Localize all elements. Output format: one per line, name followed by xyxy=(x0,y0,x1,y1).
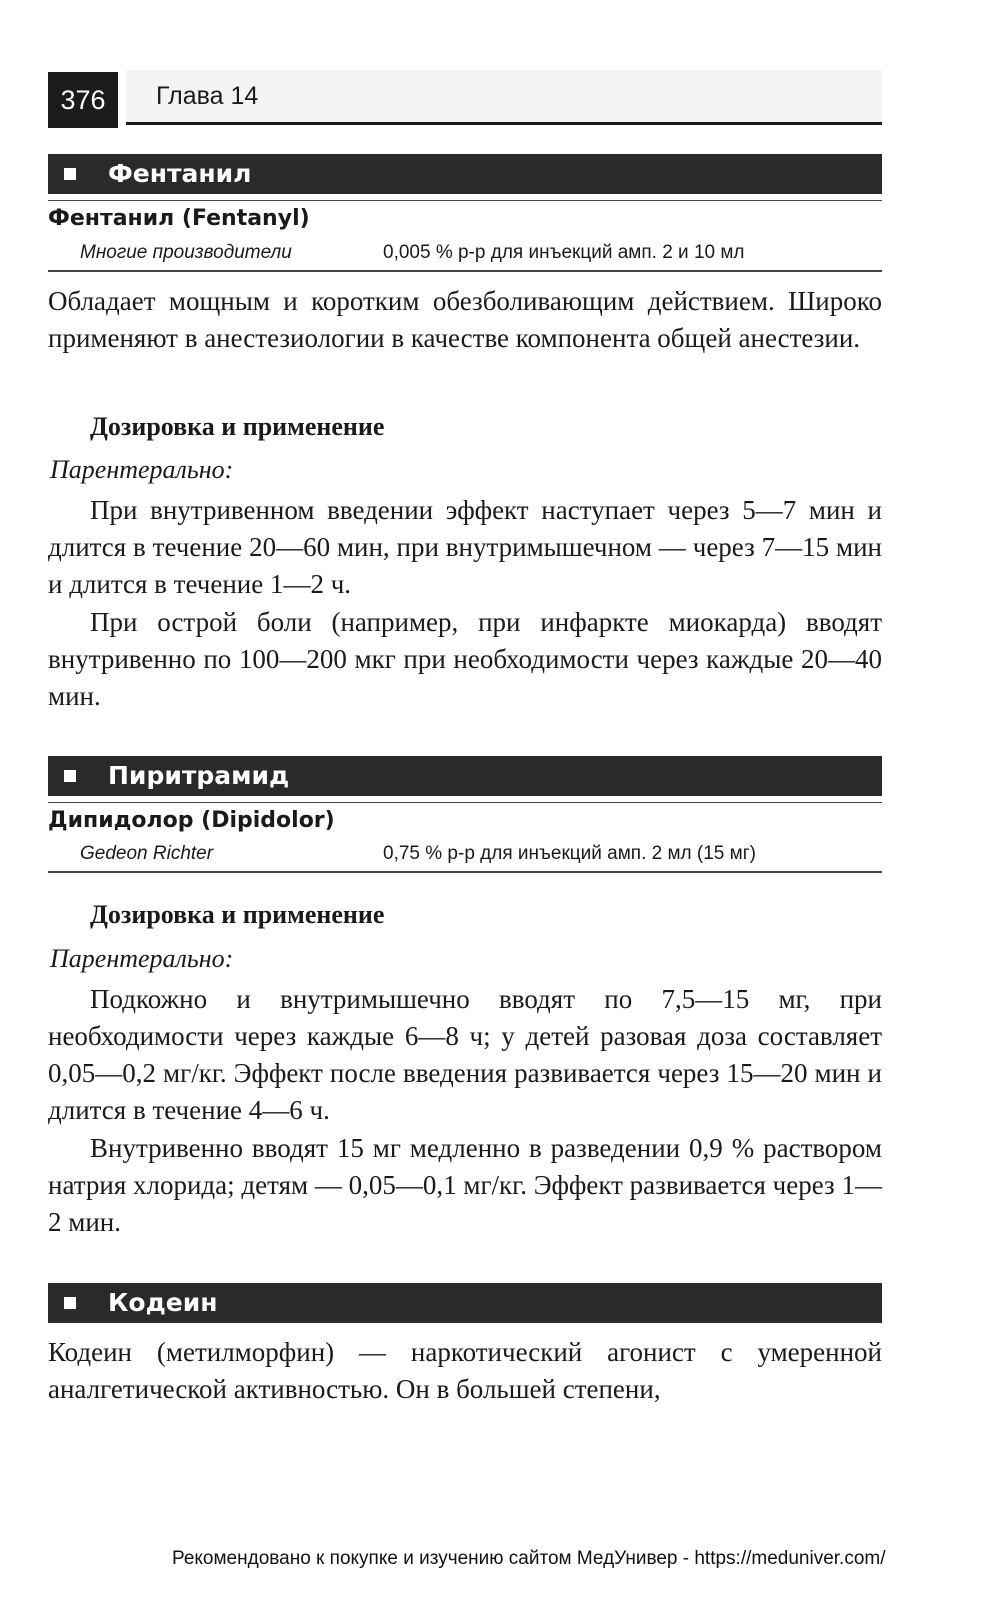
dosage-paragraph: При внутривенном введении эффект наступает через 5—7 мин и длится в течение 20—60 мин, при внутримышечном — через 7—15 мин и длится в течение 1—2 ч. xyxy=(48,495,882,599)
route-label: Парентерально: xyxy=(50,944,234,973)
section-title: Фентанил xyxy=(108,159,252,188)
chapter-bar xyxy=(126,70,882,125)
section-header-fentanyl xyxy=(48,154,882,194)
manufacturer: Многие производители xyxy=(80,242,292,263)
page-header xyxy=(48,70,882,128)
manufacturer: Gedeon Richter xyxy=(80,843,214,864)
chapter-title: Глава 14 xyxy=(156,82,259,110)
drug-name: Дипидолор (Dipidolor) xyxy=(48,808,335,833)
description: Обладает мощным и коротким обезболивающим действием. Широко применяют в анестезиологии в качестве компонента общей анестезии. xyxy=(48,286,882,353)
square-bullet-icon xyxy=(64,1297,76,1309)
footer-note: Рекомендовано к покупке и изучению сайтом МедУнивер - https://meduniver.com/ xyxy=(172,1548,886,1569)
section-title: Кодеин xyxy=(108,1288,218,1317)
route-label: Парентерально: xyxy=(50,455,234,484)
drug-form: 0,75 % р-р для инъекций амп. 2 мл (15 мг) xyxy=(383,843,756,864)
divider xyxy=(48,200,882,201)
drug-name: Фентанил (Fentanyl) xyxy=(48,206,310,231)
section-header-codeine xyxy=(48,1283,882,1323)
square-bullet-icon xyxy=(64,770,76,782)
divider xyxy=(48,270,882,272)
dosage-paragraph: Подкожно и внутримышечно вводят по 7,5—15 мг, при необходимости через каждые 6—8 ч; у детей разовая доза составляет 0,05—0,2 мг/кг. Эффект после введения развивается через 15—20 мин и длится в течение 4—6 ч. xyxy=(48,984,882,1125)
dosage-paragraph: При острой боли (например, при инфаркте миокарда) вводят внутривенно по 100—200 мкг при необходимости через каждые 20—40 мин. xyxy=(48,607,882,711)
page-number: 376 xyxy=(48,72,118,128)
drug-form: 0,005 % р-р для инъекций амп. 2 и 10 мл xyxy=(383,242,745,263)
square-bullet-icon xyxy=(64,168,76,180)
description: Кодеин (метилморфин) — наркотический агонист с умеренной аналгетической активностью. Он в большей степени, xyxy=(48,1337,882,1404)
dosage-heading: Дозировка и применение xyxy=(90,412,385,441)
section-title: Пиритрамид xyxy=(108,761,290,790)
dosage-paragraph: Внутривенно вводят 15 мг медленно в разведении 0,9 % раствором натрия хлорида; детям — 0,05—0,1 мг/кг. Эффект развивается через 1—2 мин. xyxy=(48,1133,882,1237)
divider xyxy=(48,802,882,803)
dosage-heading: Дозировка и применение xyxy=(90,900,385,929)
section-header-piritramide xyxy=(48,756,882,796)
divider xyxy=(48,871,882,873)
